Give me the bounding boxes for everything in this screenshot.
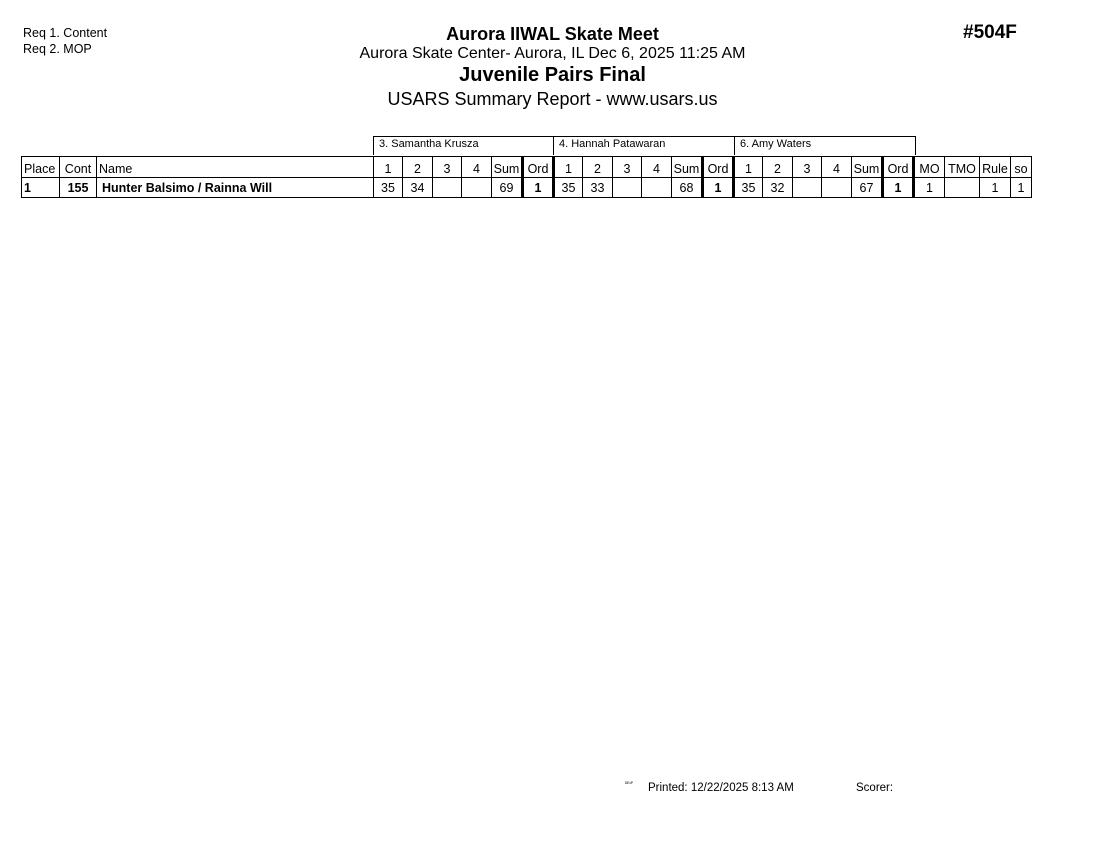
table-row: [22, 178, 1032, 198]
meet-title: Aurora IIWAL Skate Meet: [446, 24, 659, 44]
judge1-score-1-cell: 35: [374, 178, 403, 198]
judge-header-1: 3. Samantha Krusza: [373, 136, 554, 155]
col-header-judge3-ord: Ord: [883, 157, 914, 178]
col-header-judge1-score-1: 1: [374, 157, 403, 178]
judge2-ordinal-cell: 1: [703, 178, 734, 198]
meet-location: Aurora Skate Center- Aurora, IL Dec 6, 2025 11:25 AM: [359, 45, 746, 62]
col-header-judge3-score-2: 2: [763, 157, 793, 178]
column-header-row: [22, 157, 1032, 178]
so-cell: 1: [1011, 178, 1032, 198]
printed-timestamp: Printed: 12/22/2025 8:13 AM: [648, 782, 794, 794]
judge1-ordinal-cell: 1: [523, 178, 554, 198]
col-header-judge1-score-2: 2: [403, 157, 433, 178]
place-cell: 1: [22, 178, 60, 198]
event-number: #504F: [963, 22, 1017, 43]
col-header-judge2-score-4: 4: [642, 157, 672, 178]
col-header-cont: Cont: [60, 157, 97, 178]
judge3-score-4-cell: [822, 178, 852, 198]
requirement-1: Req 1. Content: [23, 26, 108, 40]
judge3-score-3-cell: [793, 178, 822, 198]
col-header-judge3-score-4: 4: [822, 157, 852, 178]
skater-name-cell: Hunter Balsimo / Rainna Will: [97, 178, 374, 198]
judge-header-3: 6. Amy Waters: [734, 136, 916, 155]
col-header-tmo: TMO: [945, 157, 980, 178]
requirement-2: Req 2. MOP: [23, 42, 92, 56]
rule-cell: 1: [980, 178, 1011, 198]
judge2-score-1-cell: 35: [554, 178, 583, 198]
judge2-score-2-cell: 33: [583, 178, 613, 198]
col-header-judge2-score-3: 3: [613, 157, 642, 178]
judge3-score-2-cell: 32: [763, 178, 793, 198]
col-header-judge2-score-2: 2: [583, 157, 613, 178]
col-header-mo: MO: [914, 157, 945, 178]
judge2-score-3-cell: [613, 178, 642, 198]
col-header-judge2-sum: Sum: [672, 157, 703, 178]
mo-cell: 1: [914, 178, 945, 198]
judge2-sum-cell: 68: [672, 178, 703, 198]
judge1-score-4-cell: [462, 178, 492, 198]
col-header-judge3-score-1: 1: [734, 157, 763, 178]
tmo-cell: [945, 178, 980, 198]
col-header-judge1-score-4: 4: [462, 157, 492, 178]
col-header-place: Place: [22, 157, 60, 178]
col-header-name: Name: [97, 157, 374, 178]
report-title: USARS Summary Report - www.usars.us: [387, 89, 718, 109]
col-header-judge1-score-3: 3: [433, 157, 462, 178]
judge3-score-1-cell: 35: [734, 178, 763, 198]
col-header-judge3-score-3: 3: [793, 157, 822, 178]
event-title: Juvenile Pairs Final: [459, 64, 646, 86]
judge-header-2: 4. Hannah Patawaran: [553, 136, 735, 155]
judge3-ordinal-cell: 1: [883, 178, 914, 198]
scorer-label: Scorer:: [856, 782, 894, 794]
col-header-rule: Rule: [980, 157, 1011, 178]
col-header-judge3-sum: Sum: [852, 157, 883, 178]
judge1-score-3-cell: [433, 178, 462, 198]
col-header-judge1-ord: Ord: [523, 157, 554, 178]
judge1-sum-cell: 69: [492, 178, 523, 198]
col-header-so: so: [1011, 157, 1032, 178]
judge2-score-4-cell: [642, 178, 672, 198]
col-header-judge1-sum: Sum: [492, 157, 523, 178]
col-header-judge2-score-1: 1: [554, 157, 583, 178]
judge3-sum-cell: 67: [852, 178, 883, 198]
judge1-score-2-cell: 34: [403, 178, 433, 198]
contestant-number-cell: 155: [60, 178, 97, 198]
results-table: [21, 156, 1032, 198]
footer-mark: ᴰᴱ¹ᴾ: [625, 781, 634, 787]
col-header-judge2-ord: Ord: [703, 157, 734, 178]
